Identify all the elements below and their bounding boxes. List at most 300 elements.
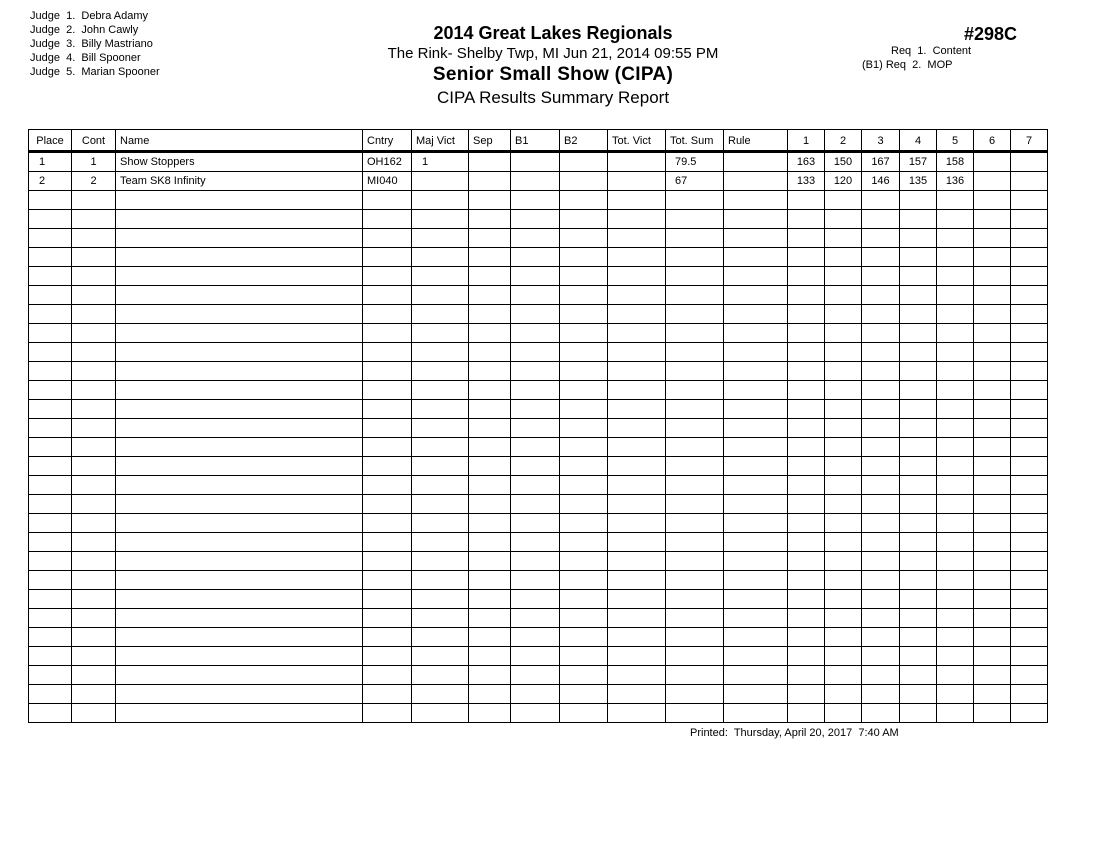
empty-cell <box>29 191 72 210</box>
empty-cell <box>724 609 788 628</box>
empty-cell <box>862 495 900 514</box>
empty-cell <box>363 305 412 324</box>
empty-cell <box>469 476 511 495</box>
empty-cell <box>974 191 1011 210</box>
cell-rule <box>724 152 788 172</box>
empty-cell <box>1011 419 1048 438</box>
empty-cell <box>974 362 1011 381</box>
empty-cell <box>666 514 724 533</box>
empty-cell <box>511 628 560 647</box>
empty-cell <box>560 514 608 533</box>
empty-cell <box>608 476 666 495</box>
empty-table-row <box>29 533 1048 552</box>
empty-cell <box>825 533 862 552</box>
empty-cell <box>788 552 825 571</box>
cell-judge-7 <box>1011 172 1048 191</box>
empty-cell <box>724 286 788 305</box>
empty-cell <box>1011 286 1048 305</box>
empty-cell <box>900 590 937 609</box>
empty-cell <box>788 704 825 723</box>
empty-cell <box>469 647 511 666</box>
empty-cell <box>469 229 511 248</box>
empty-cell <box>412 191 469 210</box>
empty-table-row <box>29 514 1048 533</box>
empty-cell <box>412 419 469 438</box>
empty-cell <box>900 495 937 514</box>
empty-table-row <box>29 324 1048 343</box>
empty-cell <box>666 210 724 229</box>
empty-cell <box>937 647 974 666</box>
empty-cell <box>608 400 666 419</box>
empty-cell <box>29 343 72 362</box>
empty-cell <box>825 248 862 267</box>
empty-cell <box>937 438 974 457</box>
empty-cell <box>29 457 72 476</box>
empty-table-row <box>29 248 1048 267</box>
cell-judge-7 <box>1011 152 1048 172</box>
empty-cell <box>666 628 724 647</box>
empty-cell <box>412 286 469 305</box>
empty-cell <box>560 400 608 419</box>
empty-cell <box>666 476 724 495</box>
col-judge-5: 5 <box>937 130 974 152</box>
empty-cell <box>900 400 937 419</box>
empty-cell <box>72 438 116 457</box>
empty-cell <box>116 609 363 628</box>
empty-cell <box>560 324 608 343</box>
empty-cell <box>72 571 116 590</box>
empty-cell <box>412 647 469 666</box>
empty-cell <box>974 476 1011 495</box>
empty-cell <box>666 419 724 438</box>
empty-cell <box>900 457 937 476</box>
empty-cell <box>937 248 974 267</box>
empty-cell <box>72 286 116 305</box>
empty-cell <box>511 286 560 305</box>
judge-5: Judge 5. Marian Spooner <box>30 66 160 78</box>
empty-cell <box>974 400 1011 419</box>
empty-cell <box>974 305 1011 324</box>
empty-cell <box>560 419 608 438</box>
empty-cell <box>825 362 862 381</box>
empty-cell <box>974 666 1011 685</box>
empty-cell <box>412 704 469 723</box>
empty-cell <box>72 400 116 419</box>
empty-cell <box>937 286 974 305</box>
cell-place: 2 <box>29 172 72 191</box>
empty-cell <box>974 571 1011 590</box>
empty-cell <box>862 647 900 666</box>
empty-cell <box>825 210 862 229</box>
empty-cell <box>608 457 666 476</box>
empty-table-row <box>29 229 1048 248</box>
empty-cell <box>1011 324 1048 343</box>
empty-cell <box>666 552 724 571</box>
empty-cell <box>825 381 862 400</box>
empty-cell <box>666 590 724 609</box>
empty-cell <box>724 191 788 210</box>
empty-cell <box>1011 533 1048 552</box>
empty-cell <box>363 628 412 647</box>
empty-cell <box>72 267 116 286</box>
empty-cell <box>862 438 900 457</box>
empty-cell <box>363 571 412 590</box>
empty-cell <box>29 419 72 438</box>
empty-cell <box>29 248 72 267</box>
empty-cell <box>608 533 666 552</box>
empty-cell <box>974 457 1011 476</box>
empty-cell <box>363 362 412 381</box>
empty-cell <box>511 495 560 514</box>
empty-cell <box>412 400 469 419</box>
empty-cell <box>724 305 788 324</box>
empty-cell <box>412 381 469 400</box>
empty-cell <box>937 666 974 685</box>
empty-cell <box>900 552 937 571</box>
empty-cell <box>511 248 560 267</box>
empty-cell <box>724 457 788 476</box>
empty-cell <box>511 381 560 400</box>
empty-cell <box>724 666 788 685</box>
empty-cell <box>974 381 1011 400</box>
empty-cell <box>937 552 974 571</box>
empty-cell <box>724 419 788 438</box>
empty-cell <box>511 647 560 666</box>
event-number: #298C <box>964 24 1018 44</box>
empty-cell <box>363 248 412 267</box>
empty-cell <box>511 571 560 590</box>
empty-cell <box>937 400 974 419</box>
empty-cell <box>825 704 862 723</box>
col-judge-1: 1 <box>788 130 825 152</box>
empty-cell <box>862 571 900 590</box>
cell-judge-3: 146 <box>862 172 900 191</box>
empty-cell <box>666 381 724 400</box>
empty-cell <box>29 438 72 457</box>
empty-cell <box>724 381 788 400</box>
empty-cell <box>72 609 116 628</box>
empty-cell <box>363 609 412 628</box>
empty-cell <box>937 533 974 552</box>
empty-cell <box>560 533 608 552</box>
empty-cell <box>29 362 72 381</box>
empty-cell <box>788 305 825 324</box>
cell-cont: 2 <box>72 172 116 191</box>
empty-cell <box>825 229 862 248</box>
empty-cell <box>862 590 900 609</box>
cell-cntry: OH162 <box>363 152 412 172</box>
cell-tot-sum: 79.5 <box>666 152 724 172</box>
printed-timestamp: Printed: Thursday, April 20, 2017 7:40 AM <box>690 727 899 739</box>
cell-judge-6 <box>974 152 1011 172</box>
empty-cell <box>974 609 1011 628</box>
empty-cell <box>666 533 724 552</box>
empty-cell <box>469 191 511 210</box>
requirement-2: (B1) Req 2. MOP <box>862 59 953 71</box>
empty-cell <box>666 647 724 666</box>
empty-cell <box>469 533 511 552</box>
empty-cell <box>511 210 560 229</box>
empty-cell <box>825 191 862 210</box>
col-judge-2: 2 <box>825 130 862 152</box>
empty-cell <box>900 514 937 533</box>
empty-cell <box>511 666 560 685</box>
requirement-1: Req 1. Content <box>891 45 972 57</box>
empty-cell <box>1011 609 1048 628</box>
empty-cell <box>825 343 862 362</box>
judge-4: Judge 4. Bill Spooner <box>30 52 141 64</box>
cell-judge-1: 133 <box>788 172 825 191</box>
empty-cell <box>29 647 72 666</box>
empty-cell <box>608 571 666 590</box>
empty-cell <box>72 666 116 685</box>
empty-table-row <box>29 476 1048 495</box>
empty-cell <box>1011 229 1048 248</box>
empty-cell <box>862 400 900 419</box>
empty-cell <box>862 267 900 286</box>
empty-cell <box>469 267 511 286</box>
empty-table-row <box>29 457 1048 476</box>
header-row <box>29 130 1048 152</box>
empty-cell <box>608 609 666 628</box>
empty-cell <box>560 191 608 210</box>
empty-cell <box>116 343 363 362</box>
empty-cell <box>900 419 937 438</box>
empty-cell <box>666 609 724 628</box>
empty-cell <box>862 229 900 248</box>
empty-cell <box>469 381 511 400</box>
empty-cell <box>825 685 862 704</box>
empty-cell <box>608 495 666 514</box>
empty-cell <box>511 533 560 552</box>
empty-cell <box>29 305 72 324</box>
empty-cell <box>469 495 511 514</box>
empty-cell <box>788 210 825 229</box>
empty-cell <box>560 590 608 609</box>
empty-cell <box>363 343 412 362</box>
empty-cell <box>116 381 363 400</box>
empty-cell <box>363 457 412 476</box>
empty-cell <box>412 533 469 552</box>
empty-cell <box>560 286 608 305</box>
empty-cell <box>412 628 469 647</box>
judge-1: Judge 1. Debra Adamy <box>30 10 149 22</box>
empty-cell <box>116 457 363 476</box>
empty-cell <box>412 324 469 343</box>
empty-cell <box>29 381 72 400</box>
empty-cell <box>937 267 974 286</box>
empty-cell <box>363 647 412 666</box>
empty-cell <box>666 343 724 362</box>
empty-cell <box>608 704 666 723</box>
col-judge-3: 3 <box>862 130 900 152</box>
cell-name: Team SK8 Infinity <box>116 172 363 191</box>
empty-cell <box>363 666 412 685</box>
empty-cell <box>511 552 560 571</box>
empty-cell <box>412 438 469 457</box>
empty-cell <box>1011 457 1048 476</box>
empty-cell <box>974 324 1011 343</box>
cell-tot-sum: 67 <box>666 172 724 191</box>
empty-cell <box>363 381 412 400</box>
empty-cell <box>724 362 788 381</box>
empty-cell <box>937 514 974 533</box>
empty-cell <box>900 267 937 286</box>
empty-cell <box>511 685 560 704</box>
empty-cell <box>608 419 666 438</box>
empty-cell <box>469 343 511 362</box>
empty-cell <box>511 229 560 248</box>
empty-cell <box>862 514 900 533</box>
empty-cell <box>788 685 825 704</box>
requirements-list <box>862 44 971 72</box>
empty-table-row <box>29 609 1048 628</box>
empty-cell <box>511 324 560 343</box>
empty-cell <box>560 248 608 267</box>
empty-cell <box>29 533 72 552</box>
empty-cell <box>511 191 560 210</box>
empty-cell <box>825 286 862 305</box>
empty-cell <box>116 362 363 381</box>
venue-date: The Rink- Shelby Twp, MI Jun 21, 2014 09:55 PM <box>387 45 719 62</box>
empty-cell <box>937 324 974 343</box>
empty-cell <box>560 704 608 723</box>
empty-cell <box>72 647 116 666</box>
empty-cell <box>937 590 974 609</box>
empty-cell <box>29 210 72 229</box>
empty-cell <box>900 248 937 267</box>
empty-cell <box>1011 381 1048 400</box>
empty-cell <box>825 628 862 647</box>
empty-cell <box>511 438 560 457</box>
empty-cell <box>1011 685 1048 704</box>
empty-cell <box>412 666 469 685</box>
empty-cell <box>511 590 560 609</box>
empty-cell <box>608 267 666 286</box>
empty-cell <box>412 476 469 495</box>
empty-cell <box>862 685 900 704</box>
empty-cell <box>788 476 825 495</box>
results-table <box>28 129 1048 723</box>
empty-cell <box>412 590 469 609</box>
empty-cell <box>29 704 72 723</box>
empty-table-row <box>29 495 1048 514</box>
empty-cell <box>469 400 511 419</box>
empty-cell <box>469 248 511 267</box>
empty-cell <box>412 267 469 286</box>
empty-cell <box>788 286 825 305</box>
empty-cell <box>788 457 825 476</box>
empty-cell <box>788 628 825 647</box>
empty-cell <box>363 552 412 571</box>
empty-cell <box>72 628 116 647</box>
empty-cell <box>825 571 862 590</box>
empty-cell <box>608 362 666 381</box>
cell-cont: 1 <box>72 152 116 172</box>
col-maj-vict: Maj Vict <box>412 130 469 152</box>
empty-cell <box>608 305 666 324</box>
empty-cell <box>825 400 862 419</box>
empty-cell <box>825 438 862 457</box>
empty-cell <box>900 533 937 552</box>
empty-cell <box>412 248 469 267</box>
empty-cell <box>724 495 788 514</box>
empty-cell <box>363 419 412 438</box>
empty-cell <box>116 286 363 305</box>
col-rule: Rule <box>724 130 788 152</box>
empty-cell <box>469 609 511 628</box>
cell-maj-vict: 1 <box>412 152 469 172</box>
empty-cell <box>511 400 560 419</box>
empty-cell <box>29 590 72 609</box>
empty-table-row <box>29 305 1048 324</box>
empty-cell <box>116 305 363 324</box>
empty-cell <box>608 685 666 704</box>
empty-cell <box>469 305 511 324</box>
empty-cell <box>974 419 1011 438</box>
empty-cell <box>937 457 974 476</box>
empty-table-row <box>29 210 1048 229</box>
empty-cell <box>1011 210 1048 229</box>
col-cont: Cont <box>72 130 116 152</box>
empty-table-row <box>29 400 1048 419</box>
empty-cell <box>29 552 72 571</box>
empty-table-row <box>29 438 1048 457</box>
cell-tot-vict <box>608 172 666 191</box>
empty-cell <box>666 571 724 590</box>
empty-cell <box>862 609 900 628</box>
empty-cell <box>511 514 560 533</box>
empty-cell <box>116 229 363 248</box>
empty-cell <box>788 248 825 267</box>
empty-cell <box>72 343 116 362</box>
empty-cell <box>116 400 363 419</box>
empty-cell <box>608 248 666 267</box>
empty-cell <box>469 210 511 229</box>
empty-cell <box>412 305 469 324</box>
empty-cell <box>825 647 862 666</box>
empty-cell <box>469 286 511 305</box>
empty-table-row <box>29 343 1048 362</box>
cell-tot-vict <box>608 152 666 172</box>
cell-judge-6 <box>974 172 1011 191</box>
empty-cell <box>666 229 724 248</box>
empty-cell <box>724 476 788 495</box>
empty-cell <box>560 267 608 286</box>
cell-judge-2: 150 <box>825 152 862 172</box>
empty-cell <box>116 267 363 286</box>
empty-cell <box>788 533 825 552</box>
empty-cell <box>363 533 412 552</box>
empty-table-row <box>29 685 1048 704</box>
empty-cell <box>412 571 469 590</box>
empty-cell <box>363 704 412 723</box>
cell-sep <box>469 172 511 191</box>
empty-cell <box>511 343 560 362</box>
empty-cell <box>608 324 666 343</box>
empty-cell <box>72 381 116 400</box>
empty-cell <box>900 666 937 685</box>
empty-cell <box>116 552 363 571</box>
empty-cell <box>788 400 825 419</box>
empty-cell <box>608 343 666 362</box>
col-judge-7: 7 <box>1011 130 1048 152</box>
judge-2: Judge 2. John Cawly <box>30 24 139 36</box>
empty-cell <box>363 476 412 495</box>
cell-judge-4: 157 <box>900 152 937 172</box>
empty-cell <box>937 628 974 647</box>
empty-cell <box>862 343 900 362</box>
